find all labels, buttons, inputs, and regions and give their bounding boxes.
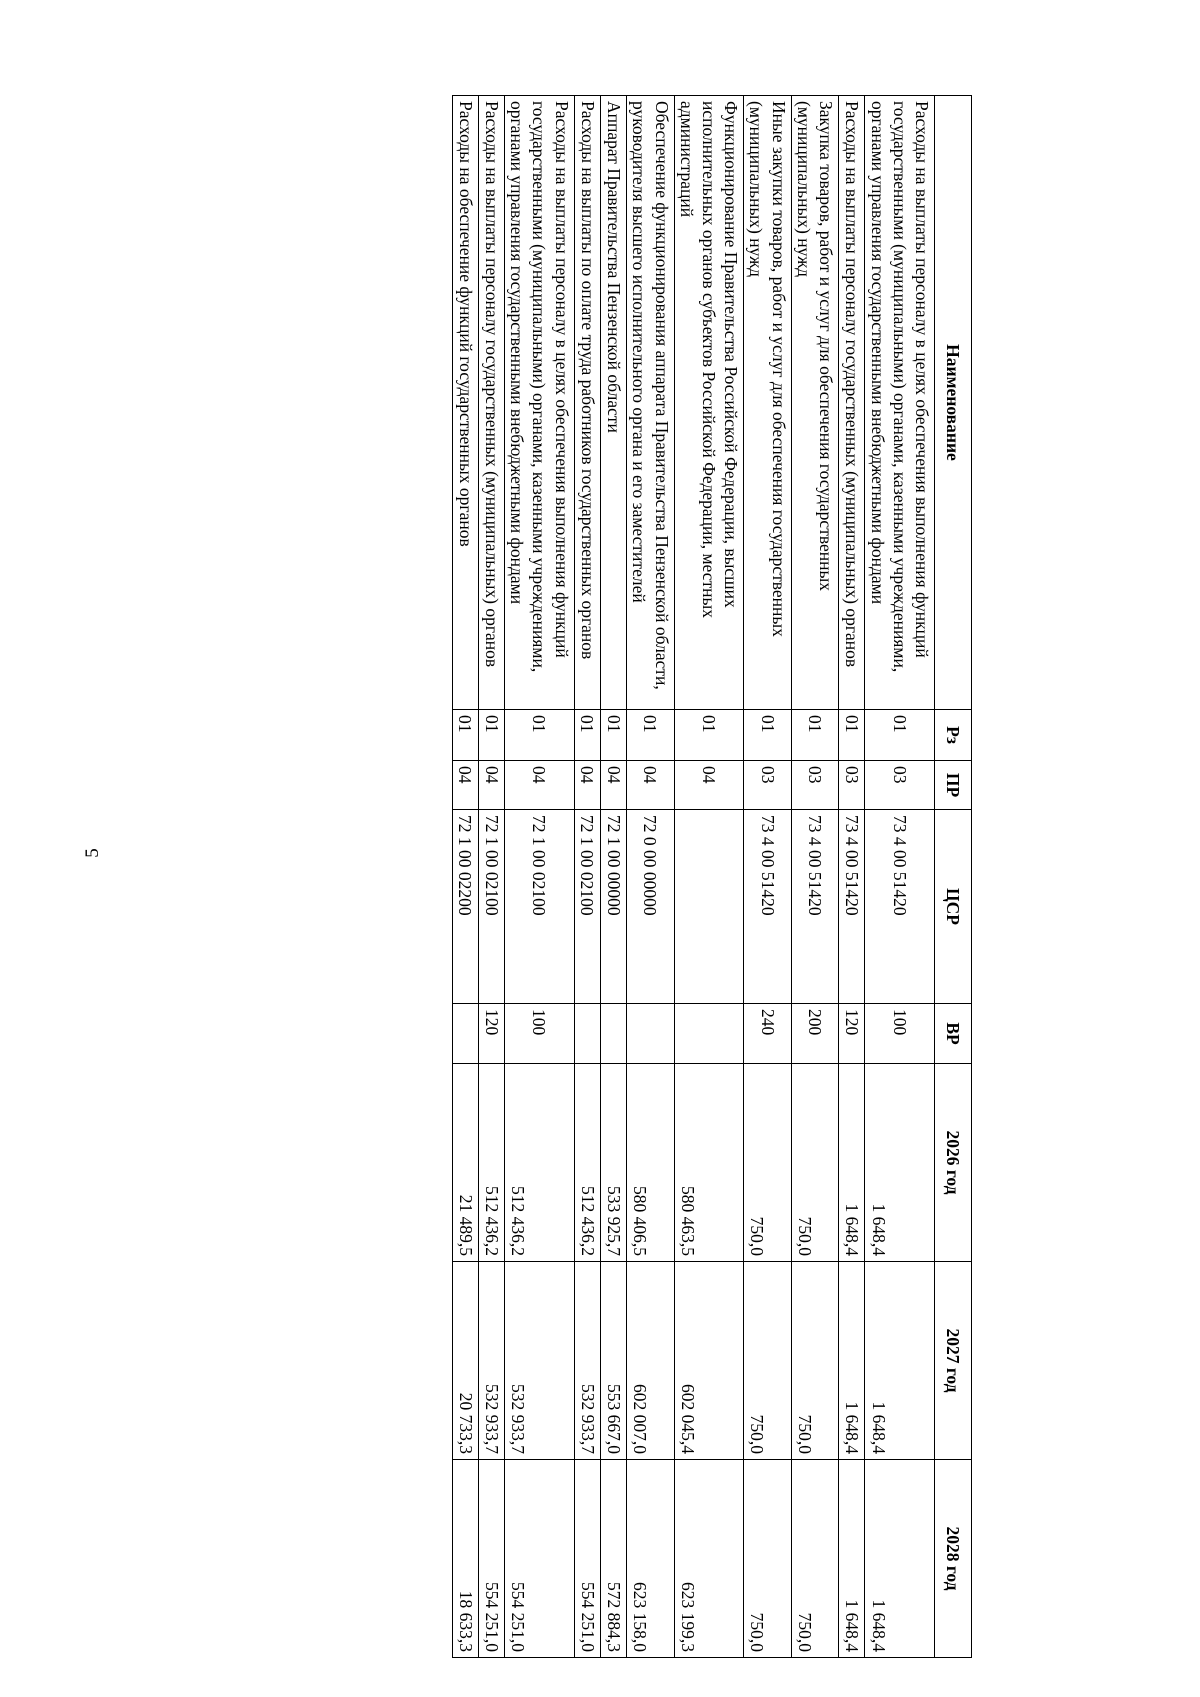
cell-pr: 03 [744,761,791,810]
cell-csr [674,810,744,1004]
cell-2026: 580 463,5 [674,1064,744,1262]
cell-name: Расходы на выплаты по оплате труда работников государственных органов [574,96,600,710]
cell-csr: 72 0 00 00000 [627,810,674,1004]
cell-2028: 1 648,4 [865,1460,935,1658]
budget-table [452,95,972,1658]
cell-vr [674,1004,744,1064]
table-row [839,96,865,1658]
cell-rz: 01 [452,710,478,761]
header-name: Наименование [935,96,972,710]
cell-vr [627,1004,674,1064]
cell-2026: 512 436,2 [478,1064,504,1262]
table-row [478,96,504,1658]
cell-2027: 602 007,0 [627,1262,674,1460]
cell-name: Расходы на выплаты персоналу в целях обеспечения выполнения функций государственными (муниципальными) органами, казенными учреждениями, органами управления государственными внебюджетными фондами [505,96,575,710]
table-header-row [935,96,972,1658]
cell-csr: 72 1 00 02100 [478,810,504,1004]
table-row [627,96,674,1658]
cell-vr: 100 [865,1004,935,1064]
cell-2028: 554 251,0 [574,1460,600,1658]
cell-name: Расходы на выплаты персоналу в целях обеспечения выполнения функций государственными (муниципальными) органами, казенными учреждениями, органами управления государственными внебюджетными фондами [865,96,935,710]
cell-2028: 554 251,0 [478,1460,504,1658]
cell-pr: 03 [791,761,838,810]
cell-pr: 03 [865,761,935,810]
cell-csr: 72 1 00 02100 [574,810,600,1004]
table-row [505,96,575,1658]
cell-rz: 01 [744,710,791,761]
cell-2028: 623 199,3 [674,1460,744,1658]
cell-pr: 04 [574,761,600,810]
cell-2027: 532 933,7 [574,1262,600,1460]
cell-2026: 512 436,2 [505,1064,575,1262]
table-row [574,96,600,1658]
cell-2026: 580 406,5 [627,1064,674,1262]
cell-name: Аппарат Правительства Пензенской области [600,96,626,710]
cell-pr: 04 [674,761,744,810]
cell-rz: 01 [574,710,600,761]
cell-name: Иные закупки товаров, работ и услуг для обеспечения государственных (муниципальных) нужд [744,96,791,710]
cell-name: Расходы на выплаты персоналу государственных (муниципальных) органов [839,96,865,710]
page-number: 5 [82,848,103,858]
cell-2027: 20 733,3 [452,1262,478,1460]
cell-2027: 1 648,4 [865,1262,935,1460]
table-row [452,96,478,1658]
cell-2027: 532 933,7 [478,1262,504,1460]
cell-name: Обеспечение функционирования аппарата Правительства Пензенской области, руководителя высшего исполнительного органа и его заместителей [627,96,674,710]
cell-2027: 1 648,4 [839,1262,865,1460]
cell-2028: 623 158,0 [627,1460,674,1658]
cell-rz: 01 [478,710,504,761]
cell-vr: 120 [839,1004,865,1064]
cell-2026: 21 489,5 [452,1064,478,1262]
cell-rz: 01 [505,710,575,761]
cell-2028: 750,0 [791,1460,838,1658]
cell-pr: 04 [478,761,504,810]
table-row [674,96,744,1658]
cell-csr: 73 4 00 51420 [839,810,865,1004]
table-row [744,96,791,1658]
cell-2027: 602 045,4 [674,1262,744,1460]
cell-csr: 73 4 00 51420 [865,810,935,1004]
cell-2027: 750,0 [744,1262,791,1460]
cell-vr: 120 [478,1004,504,1064]
header-2028: 2028 год [935,1460,972,1658]
header-csr: ЦСР [935,810,972,1004]
header-2026: 2026 год [935,1064,972,1262]
cell-2026: 750,0 [791,1064,838,1262]
cell-rz: 01 [674,710,744,761]
cell-csr: 72 1 00 02100 [505,810,575,1004]
cell-rz: 01 [627,710,674,761]
cell-2028: 18 633,3 [452,1460,478,1658]
cell-csr: 72 1 00 02200 [452,810,478,1004]
cell-2027: 532 933,7 [505,1262,575,1460]
cell-2028: 1 648,4 [839,1460,865,1658]
header-pr: ПР [935,761,972,810]
table-row [791,96,838,1658]
cell-vr [574,1004,600,1064]
cell-2028: 572 884,3 [600,1460,626,1658]
header-2027: 2027 год [935,1262,972,1460]
cell-name: Закупка товаров, работ и услуг для обеспечения государственных (муниципальных) нужд [791,96,838,710]
table-rotated-wrapper [122,95,972,1655]
cell-pr: 03 [839,761,865,810]
cell-pr: 04 [600,761,626,810]
header-vr: ВР [935,1004,972,1064]
cell-2028: 750,0 [744,1460,791,1658]
cell-2026: 512 436,2 [574,1064,600,1262]
header-rz: Рз [935,710,972,761]
cell-2028: 554 251,0 [505,1460,575,1658]
cell-2026: 1 648,4 [865,1064,935,1262]
cell-2026: 1 648,4 [839,1064,865,1262]
cell-vr [600,1004,626,1064]
cell-csr: 73 4 00 51420 [791,810,838,1004]
cell-rz: 01 [865,710,935,761]
cell-rz: 01 [600,710,626,761]
cell-vr: 100 [505,1004,575,1064]
cell-vr [452,1004,478,1064]
cell-vr: 200 [791,1004,838,1064]
cell-pr: 04 [452,761,478,810]
cell-pr: 04 [627,761,674,810]
table-row [600,96,626,1658]
cell-2027: 750,0 [791,1262,838,1460]
cell-rz: 01 [839,710,865,761]
cell-name: Функционирование Правительства Российской Федерации, высших исполнительных органов субъектов Российской Федерации, местных администраций [674,96,744,710]
cell-vr: 240 [744,1004,791,1064]
cell-csr: 73 4 00 51420 [744,810,791,1004]
cell-2027: 553 667,0 [600,1262,626,1460]
cell-2026: 750,0 [744,1064,791,1262]
cell-pr: 04 [505,761,575,810]
cell-name: Расходы на выплаты персоналу государственных (муниципальных) органов [478,96,504,710]
cell-rz: 01 [791,710,838,761]
table-row [865,96,935,1658]
cell-2026: 533 925,7 [600,1064,626,1262]
cell-csr: 72 1 00 00000 [600,810,626,1004]
cell-name: Расходы на обеспечение функций государственных органов [452,96,478,710]
